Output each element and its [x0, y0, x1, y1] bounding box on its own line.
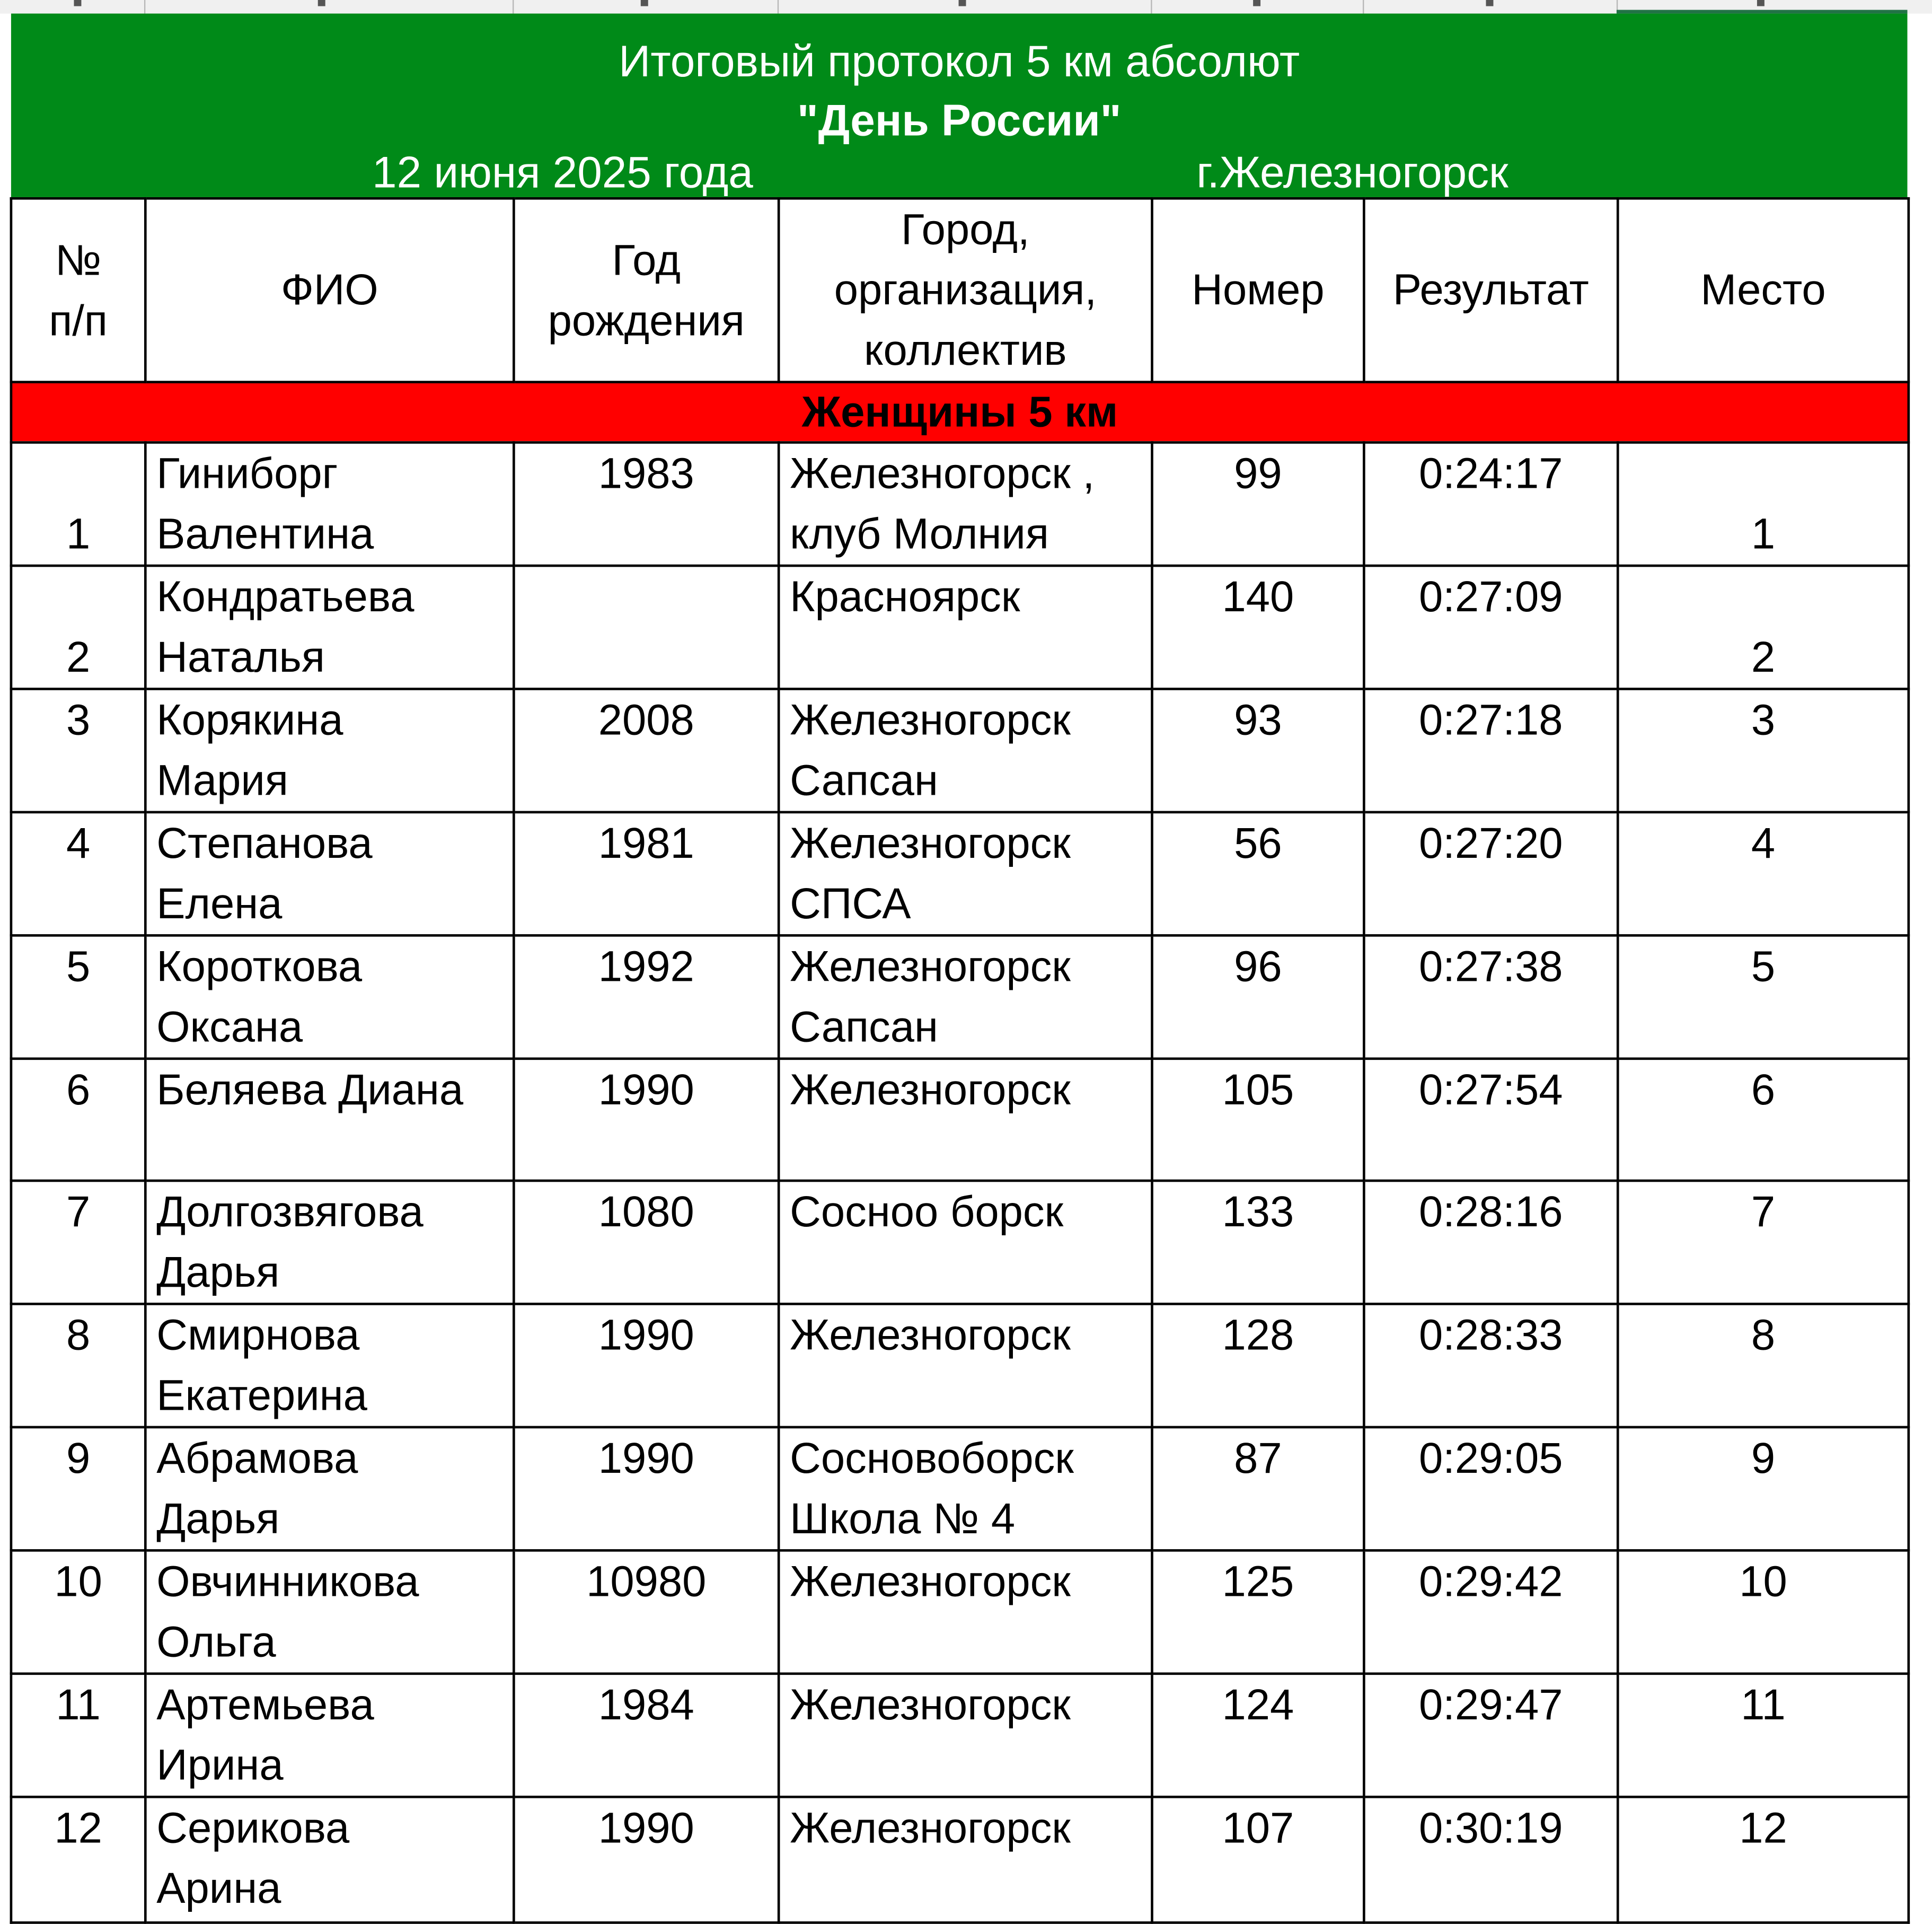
- event-city: г.Железногорск: [1196, 146, 1508, 197]
- cell-org[interactable]: [779, 443, 1152, 566]
- cell-bib-text: 124: [1222, 1681, 1294, 1729]
- header-cell-place[interactable]: [1618, 198, 1909, 382]
- column-divider[interactable]: [1151, 0, 1152, 14]
- cell-org-text: Школа № 4: [790, 1495, 1016, 1543]
- cell-place[interactable]: [1618, 1304, 1909, 1427]
- cell-place-text: 10: [1739, 1558, 1787, 1606]
- cell-bib-text: 87: [1234, 1434, 1282, 1483]
- column-header-strip[interactable]: [0, 0, 1932, 14]
- cell-org-text: Сосновоборск: [790, 1434, 1074, 1483]
- cell-bib-text: 93: [1234, 696, 1282, 745]
- cell-bib[interactable]: [1152, 1059, 1364, 1181]
- cell-bib[interactable]: [1152, 1304, 1364, 1427]
- cell-org-text: Железногорск: [790, 1558, 1071, 1606]
- cell-bib-text: 107: [1222, 1804, 1294, 1852]
- cell-year[interactable]: [514, 1059, 779, 1181]
- cell-name[interactable]: [145, 935, 514, 1058]
- table-row: [11, 443, 1909, 566]
- cell-bib[interactable]: [1152, 1797, 1364, 1922]
- cell-result[interactable]: [1364, 935, 1618, 1058]
- cell-result[interactable]: [1364, 1304, 1618, 1427]
- section-row: [11, 382, 1909, 443]
- cell-result[interactable]: [1364, 1797, 1618, 1922]
- cell-year-text: 1080: [598, 1188, 694, 1236]
- cell-place[interactable]: [1618, 935, 1909, 1058]
- column-divider[interactable]: [778, 0, 779, 14]
- cell-name-text: Овчинникова: [156, 1558, 419, 1606]
- cell-org[interactable]: [779, 1304, 1152, 1427]
- cell-place-text: 5: [1751, 943, 1776, 991]
- table-row: [11, 689, 1909, 812]
- cell-place-text: 7: [1751, 1188, 1776, 1236]
- header-cell-name[interactable]: [145, 198, 514, 382]
- cell-org-text: СПСА: [790, 880, 911, 928]
- header-cell-result[interactable]: [1364, 198, 1618, 382]
- cell-year-text: 1981: [598, 819, 694, 868]
- cell-place-text: 8: [1751, 1311, 1776, 1360]
- cell-org-text: Сапсан: [790, 1003, 938, 1051]
- cell-num[interactable]: [11, 566, 145, 689]
- cell-num-text: 2: [66, 633, 91, 682]
- cell-result-text: 0:29:05: [1419, 1434, 1563, 1483]
- cell-name-text: Ольга: [156, 1618, 276, 1666]
- cell-num[interactable]: [11, 1797, 145, 1922]
- cell-result-text: 0:28:16: [1419, 1188, 1563, 1236]
- cell-place-text: 6: [1751, 1066, 1776, 1114]
- column-letter-fragment: [74, 0, 81, 6]
- cell-num-text: 3: [66, 696, 91, 745]
- cell-num-text: 10: [54, 1558, 102, 1606]
- cell-year[interactable]: [514, 1550, 779, 1673]
- cell-org-text: Железногорск: [790, 819, 1071, 868]
- cell-org[interactable]: [779, 1181, 1152, 1304]
- cell-bib[interactable]: [1152, 812, 1364, 935]
- cell-place[interactable]: [1618, 1550, 1909, 1673]
- cell-year-text: 2008: [598, 696, 694, 745]
- header-cell-num[interactable]: [11, 198, 145, 382]
- column-letter-fragment: [1253, 0, 1260, 6]
- cell-bib[interactable]: [1152, 1181, 1364, 1304]
- cell-place[interactable]: [1618, 1427, 1909, 1550]
- header-org-line3: коллектив: [864, 327, 1067, 375]
- section-title[interactable]: Женщины 5 км: [11, 382, 1909, 443]
- cell-year[interactable]: [514, 689, 779, 812]
- cell-year[interactable]: [514, 1181, 779, 1304]
- cell-place-text: 11: [1741, 1681, 1786, 1729]
- header-name: ФИО: [281, 266, 378, 314]
- header-cell-org[interactable]: [779, 198, 1152, 382]
- cell-org-text: Красноярск: [790, 573, 1020, 621]
- column-divider[interactable]: [513, 0, 514, 14]
- cell-name-text: Дарья: [156, 1495, 280, 1543]
- cell-year[interactable]: [514, 1674, 779, 1797]
- cell-bib[interactable]: [1152, 1674, 1364, 1797]
- cell-year[interactable]: [514, 566, 779, 689]
- cell-num[interactable]: [11, 812, 145, 935]
- cell-result[interactable]: [1364, 1674, 1618, 1797]
- header-place: Место: [1700, 266, 1826, 314]
- cell-result[interactable]: [1364, 812, 1618, 935]
- cell-bib-text: 133: [1222, 1188, 1294, 1236]
- cell-bib[interactable]: [1152, 566, 1364, 689]
- cell-result[interactable]: [1364, 566, 1618, 689]
- cell-result-text: 0:27:38: [1419, 943, 1563, 991]
- cell-name-text: Валентина: [156, 510, 374, 559]
- cell-place[interactable]: [1618, 812, 1909, 935]
- header-result: Результат: [1392, 266, 1589, 314]
- cell-result[interactable]: [1364, 443, 1618, 566]
- cell-result[interactable]: [1364, 1550, 1618, 1673]
- cell-bib[interactable]: [1152, 1550, 1364, 1673]
- cell-name[interactable]: [145, 1181, 514, 1304]
- cell-year-text: 1992: [598, 943, 694, 991]
- cell-org[interactable]: [779, 689, 1152, 812]
- header-cell-bib[interactable]: [1152, 198, 1364, 382]
- header-cell-year[interactable]: [514, 198, 779, 382]
- cell-place[interactable]: [1618, 1059, 1909, 1181]
- cell-num-text: 12: [54, 1804, 102, 1852]
- cell-name[interactable]: [145, 566, 514, 689]
- cell-year[interactable]: [514, 1427, 779, 1550]
- cell-org[interactable]: [779, 935, 1152, 1058]
- cell-year[interactable]: [514, 1304, 779, 1427]
- cell-place[interactable]: [1618, 443, 1909, 566]
- table-row: [11, 1674, 1909, 1797]
- cell-name[interactable]: [145, 689, 514, 812]
- cell-name-text: Короткова: [156, 943, 363, 991]
- header-org-line2: организация,: [834, 266, 1097, 314]
- cell-num[interactable]: [11, 1304, 145, 1427]
- column-letter-fragment: [641, 0, 648, 6]
- cell-num[interactable]: [11, 935, 145, 1058]
- cell-org[interactable]: [779, 1427, 1152, 1550]
- cell-num[interactable]: [11, 1427, 145, 1550]
- cell-org-text: Железногорск: [790, 1311, 1071, 1360]
- cell-org[interactable]: [779, 1059, 1152, 1181]
- cell-name[interactable]: [145, 1550, 514, 1673]
- cell-bib[interactable]: [1152, 689, 1364, 812]
- cell-name[interactable]: [145, 1304, 514, 1427]
- cell-year-text: 1990: [598, 1311, 694, 1360]
- cell-result-text: 0:30:19: [1419, 1804, 1563, 1852]
- column-letter-fragment: [1757, 0, 1765, 6]
- cell-result[interactable]: [1364, 1427, 1618, 1550]
- cell-result-text: 0:24:17: [1419, 450, 1563, 498]
- cell-year[interactable]: [514, 812, 779, 935]
- column-divider[interactable]: [1363, 0, 1364, 14]
- cell-result-text: 0:29:42: [1419, 1558, 1563, 1606]
- cell-place-text: 4: [1751, 819, 1776, 868]
- cell-result-text: 0:27:20: [1419, 819, 1563, 868]
- cell-bib-text: 99: [1234, 450, 1282, 498]
- cell-place[interactable]: [1618, 1181, 1909, 1304]
- cell-bib-text: 128: [1222, 1311, 1294, 1360]
- cell-bib-text: 96: [1234, 943, 1282, 991]
- cell-name-text: Оксана: [156, 1003, 303, 1051]
- cell-place[interactable]: [1618, 1674, 1909, 1797]
- cell-name-text: Наталья: [156, 633, 325, 682]
- cell-name-text: Абрамова: [156, 1434, 358, 1483]
- cell-bib-text: 125: [1222, 1558, 1294, 1606]
- cell-year-text: 1984: [598, 1681, 694, 1729]
- cell-org-text: клуб Молния: [790, 510, 1049, 559]
- column-letter-fragment: [959, 0, 966, 6]
- cell-num[interactable]: [11, 1550, 145, 1673]
- table-row: [11, 812, 1909, 935]
- protocol-title: Итоговый протокол 5 км абсолют: [619, 36, 1300, 86]
- cell-bib[interactable]: [1152, 935, 1364, 1058]
- cell-name[interactable]: [145, 443, 514, 566]
- cell-num-text: 1: [66, 510, 91, 559]
- cell-year[interactable]: [514, 1797, 779, 1922]
- cell-name-text: Елена: [156, 880, 283, 928]
- table-row: [11, 566, 1909, 689]
- cell-bib[interactable]: [1152, 443, 1364, 566]
- cell-place-text: 12: [1739, 1804, 1787, 1852]
- cell-num[interactable]: [11, 1674, 145, 1797]
- column-letter-fragment: [318, 0, 325, 6]
- cell-org-text: Железногорск: [790, 696, 1071, 745]
- cell-num-text: 4: [66, 819, 91, 868]
- cell-name-text: Смирнова: [156, 1311, 360, 1360]
- cell-result-text: 0:29:47: [1419, 1681, 1563, 1729]
- cell-num[interactable]: [11, 1181, 145, 1304]
- header-bib: Номер: [1192, 266, 1325, 314]
- selected-column-indicator: [1617, 10, 1908, 14]
- cell-bib-text: 56: [1234, 819, 1282, 868]
- cell-name-text: Мария: [156, 757, 288, 805]
- table-row: [11, 935, 1909, 1058]
- cell-org-text: Сапсан: [790, 757, 938, 805]
- cell-year-text: 1990: [598, 1804, 694, 1852]
- cell-name-text: Гиниборг: [156, 450, 338, 498]
- cell-place-text: 2: [1751, 633, 1776, 682]
- table-row: [11, 1427, 1909, 1550]
- cell-place-text: 9: [1751, 1434, 1776, 1483]
- cell-name-text: Кондратьева: [156, 573, 414, 621]
- cell-result[interactable]: [1364, 1181, 1618, 1304]
- results-table: [10, 197, 1910, 1924]
- cell-name-text: Беляева Диана: [156, 1066, 464, 1114]
- cell-num-text: 8: [66, 1311, 91, 1360]
- column-headers-row: [11, 198, 1909, 382]
- cell-name[interactable]: [145, 1059, 514, 1181]
- cell-num[interactable]: [11, 443, 145, 566]
- cell-place-text: 1: [1751, 510, 1776, 559]
- cell-org[interactable]: [779, 812, 1152, 935]
- header-org-line1: Город,: [901, 206, 1030, 254]
- cell-num-text: 7: [66, 1188, 91, 1236]
- cell-year-text: 1983: [598, 450, 694, 498]
- table-row: [11, 1797, 1909, 1922]
- cell-bib[interactable]: [1152, 1427, 1364, 1550]
- cell-name[interactable]: [145, 1674, 514, 1797]
- cell-num-text: 11: [56, 1681, 101, 1729]
- cell-org-text: Железногорск: [790, 1804, 1071, 1852]
- cell-num[interactable]: [11, 1059, 145, 1181]
- cell-name-text: Степанова: [156, 819, 373, 868]
- cell-org-text: Железногорск: [790, 1066, 1071, 1114]
- table-row: [11, 1059, 1909, 1181]
- cell-result-text: 0:27:09: [1419, 573, 1563, 621]
- table-row: [11, 1304, 1909, 1427]
- cell-result-text: 0:28:33: [1419, 1311, 1563, 1360]
- cell-num[interactable]: [11, 689, 145, 812]
- cell-org[interactable]: [779, 1550, 1152, 1673]
- cell-name[interactable]: [145, 1427, 514, 1550]
- cell-bib-text: 140: [1222, 573, 1294, 621]
- cell-org-text: Сосноо борск: [790, 1188, 1064, 1236]
- cell-name-text: Долгозвягова: [156, 1188, 424, 1236]
- header-year-line2: рождения: [548, 296, 745, 345]
- cell-num-text: 6: [66, 1066, 91, 1114]
- cell-num-text: 5: [66, 943, 91, 991]
- cell-place[interactable]: [1618, 689, 1909, 812]
- cell-place-text: 3: [1751, 696, 1776, 745]
- cell-name-text: Серикова: [156, 1804, 350, 1852]
- cell-year-text: 10980: [586, 1558, 707, 1606]
- cell-bib-text: 105: [1222, 1066, 1294, 1114]
- event-name: "День России": [797, 94, 1122, 146]
- cell-place[interactable]: [1618, 566, 1909, 689]
- cell-org[interactable]: [779, 566, 1152, 689]
- cell-name-text: Ирина: [156, 1741, 284, 1790]
- cell-org[interactable]: [779, 1797, 1152, 1922]
- header-num-line2: п/п: [49, 296, 108, 345]
- cell-place[interactable]: [1618, 1797, 1909, 1922]
- cell-year[interactable]: [514, 935, 779, 1058]
- table-row: [11, 1181, 1909, 1304]
- event-date: 12 июня 2025 года: [372, 146, 753, 197]
- cell-name-text: Корякина: [156, 696, 343, 745]
- cell-year-text: 1990: [598, 1066, 694, 1114]
- protocol-title-block[interactable]: [11, 14, 1908, 197]
- cell-result-text: 0:27:54: [1419, 1066, 1563, 1114]
- cell-num-text: 9: [66, 1434, 91, 1483]
- cell-name[interactable]: [145, 1797, 514, 1922]
- cell-year[interactable]: [514, 443, 779, 566]
- cell-org[interactable]: [779, 1674, 1152, 1797]
- cell-org-text: Железногорск: [790, 1681, 1071, 1729]
- cell-org-text: Железногорск: [790, 943, 1071, 991]
- column-divider[interactable]: [144, 0, 145, 14]
- table-row: [11, 1550, 1909, 1673]
- cell-name-text: Артемьева: [156, 1681, 374, 1729]
- cell-name-text: Арина: [156, 1865, 281, 1913]
- header-num-line1: №: [55, 236, 102, 284]
- cell-name[interactable]: [145, 812, 514, 935]
- cell-year-text: 1990: [598, 1434, 694, 1483]
- cell-result-text: 0:27:18: [1419, 696, 1563, 745]
- cell-name-text: Дарья: [156, 1248, 280, 1297]
- header-year-line1: Год: [612, 236, 681, 284]
- cell-result[interactable]: [1364, 1059, 1618, 1181]
- cell-result[interactable]: [1364, 689, 1618, 812]
- cell-org-text: Железногорск ,: [790, 450, 1095, 498]
- column-letter-fragment: [1486, 0, 1493, 6]
- cell-name-text: Екатерина: [156, 1372, 367, 1420]
